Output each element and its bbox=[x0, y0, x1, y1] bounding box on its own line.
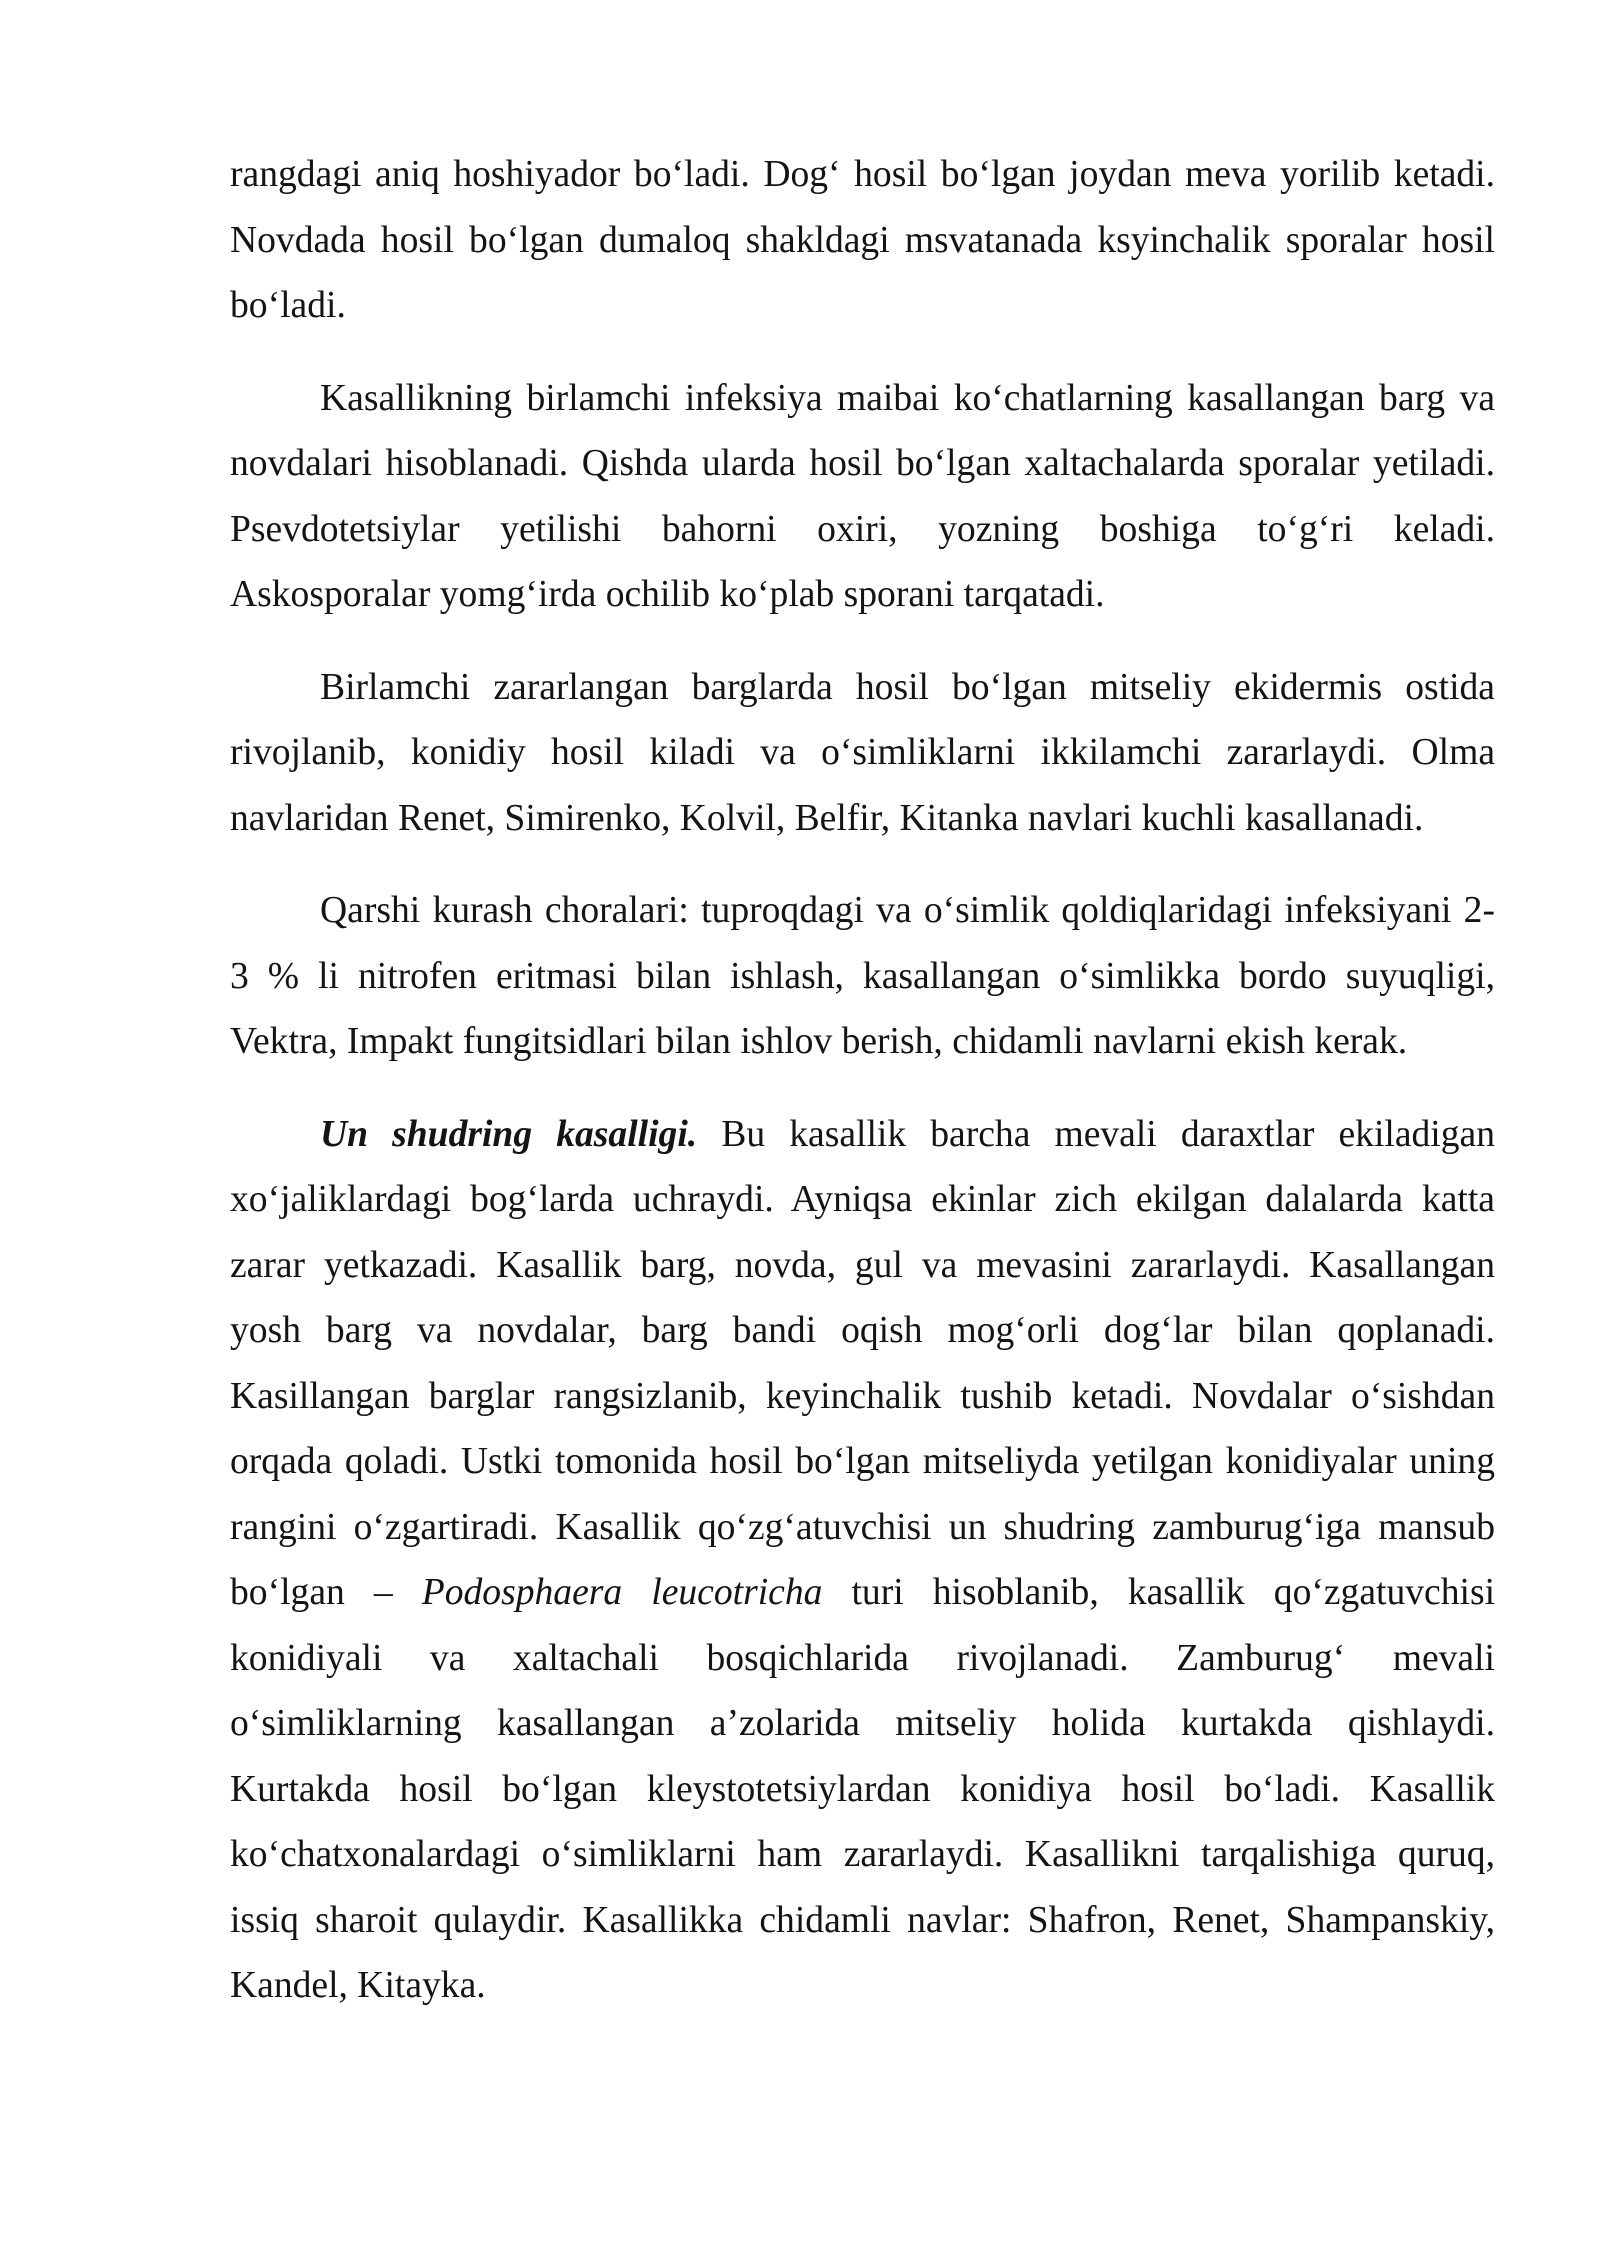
text-line: navlaridan Renet, Simirenko, Kolvil, Belfir, Kitanka navlari kuchli kasallanadi. bbox=[230, 797, 1424, 839]
text-line: rangini o‘zgartiradi. Kasallik qo‘zg‘atuvchisi un shudring zamburug‘iga mansub bbox=[230, 1506, 1495, 1548]
text-line: Kandel, Kitayka. bbox=[230, 1965, 486, 2006]
paragraph bbox=[230, 878, 1495, 1075]
text-line: Psevdotetsiylar yetilishi bahorni oxiri, yozning boshiga to‘g‘ri keladi. bbox=[230, 508, 1495, 550]
text-line: issiq sharoit qulaydir. Kasallikka chidamli navlar: Shafron, Renet, Shampanskiy, bbox=[230, 1899, 1495, 1941]
text-line: 3 % li nitrofen eritmasi bilan ishlash, kasallangan o‘simlikka bordo suyuqligi, bbox=[230, 955, 1495, 997]
text-line: Novdada hosil bo‘lgan dumaloq shakldagi msvatanada ksyinchalik sporalar hosil bbox=[230, 219, 1495, 261]
text-line: Qarshi kurash choralari: tuproqdagi va o‘simlik qoldiqlaridagi infeksiyani 2- bbox=[320, 890, 1495, 931]
section-heading: Un shudring kasalligi. bbox=[320, 1113, 698, 1155]
paragraph bbox=[230, 366, 1495, 628]
text-line bbox=[230, 1102, 1495, 1168]
document-body bbox=[230, 142, 1495, 2046]
text-line: novdalari hisoblanadi. Qishda ularda hosil bo‘lgan xaltachalarda sporalar yetiladi. bbox=[230, 443, 1495, 484]
text-line: Kasallikning birlamchi infeksiya maibai ko‘chatlarning kasallangan barg va bbox=[320, 377, 1495, 419]
paragraph bbox=[230, 655, 1495, 852]
text-line: Kasillangan barglar rangsizlanib, keyinchalik tushib ketadi. Novdalar o‘sishdan bbox=[230, 1375, 1495, 1417]
text-line: o‘simliklarning kasallangan a’zolarida mitseliy holida kurtakda qishlaydi. bbox=[230, 1703, 1495, 1744]
line-text: turi hisoblanib, kasallik qo‘zgatuvchisi bbox=[822, 1572, 1496, 1613]
text-line: zarar yetkazadi. Kasallik barg, novda, gul va mevasini zararlaydi. Kasallangan bbox=[230, 1244, 1495, 1286]
text-line: xo‘jaliklardagi bog‘larda uchraydi. Ayniqsa ekinlar zich ekilgan dalalarda katta bbox=[230, 1179, 1495, 1220]
text-line: ko‘chatxonalardagi o‘simliklarni ham zararlaydi. Kasallikni tarqalishiga quruq, bbox=[230, 1834, 1495, 1875]
text-line: rangdagi aniq hoshiyador bo‘ladi. Dog‘ hosil bo‘lgan joydan meva yorilib ketadi. bbox=[230, 154, 1495, 195]
text-line: Birlamchi zararlangan barglarda hosil bo‘lgan mitseliy ekidermis ostida bbox=[320, 666, 1495, 708]
text-line: orqada qoladi. Ustki tomonida hosil bo‘lgan mitseliyda yetilgan konidiyalar uning bbox=[230, 1441, 1495, 1482]
text-line bbox=[230, 1560, 1495, 1626]
text-line: yosh barg va novdalar, barg bandi oqish mog‘orli dog‘lar bilan qoplanadi. bbox=[230, 1310, 1495, 1351]
line-text: bo‘lgan – bbox=[230, 1572, 422, 1613]
text-line: bo‘ladi. bbox=[230, 285, 346, 326]
text-line: Kurtakda hosil bo‘lgan kleystotetsiylardan konidiya hosil bo‘ladi. Kasallik bbox=[230, 1768, 1495, 1810]
species-name: Podosphaera leucotricha bbox=[421, 1572, 823, 1613]
text-line: rivojlanib, konidiy hosil kiladi va o‘simliklarni ikkilamchi zararlaydi. Olma bbox=[230, 732, 1495, 773]
text-line: Vektra, Impakt fungitsidlari bilan ishlov berish, chidamli navlarni ekish kerak. bbox=[230, 1021, 1408, 1062]
text-line: Askosporalar yomg‘irda ochilib ko‘plab sporani tarqatadi. bbox=[230, 574, 1105, 615]
line-text: Bu kasallik barcha mevali daraxtlar ekiladigan bbox=[697, 1113, 1495, 1155]
text-line: konidiyali va xaltachali bosqichlarida rivojlanadi. Zamburug‘ mevali bbox=[230, 1637, 1495, 1679]
paragraph bbox=[230, 1102, 1495, 2019]
paragraph bbox=[230, 142, 1495, 339]
